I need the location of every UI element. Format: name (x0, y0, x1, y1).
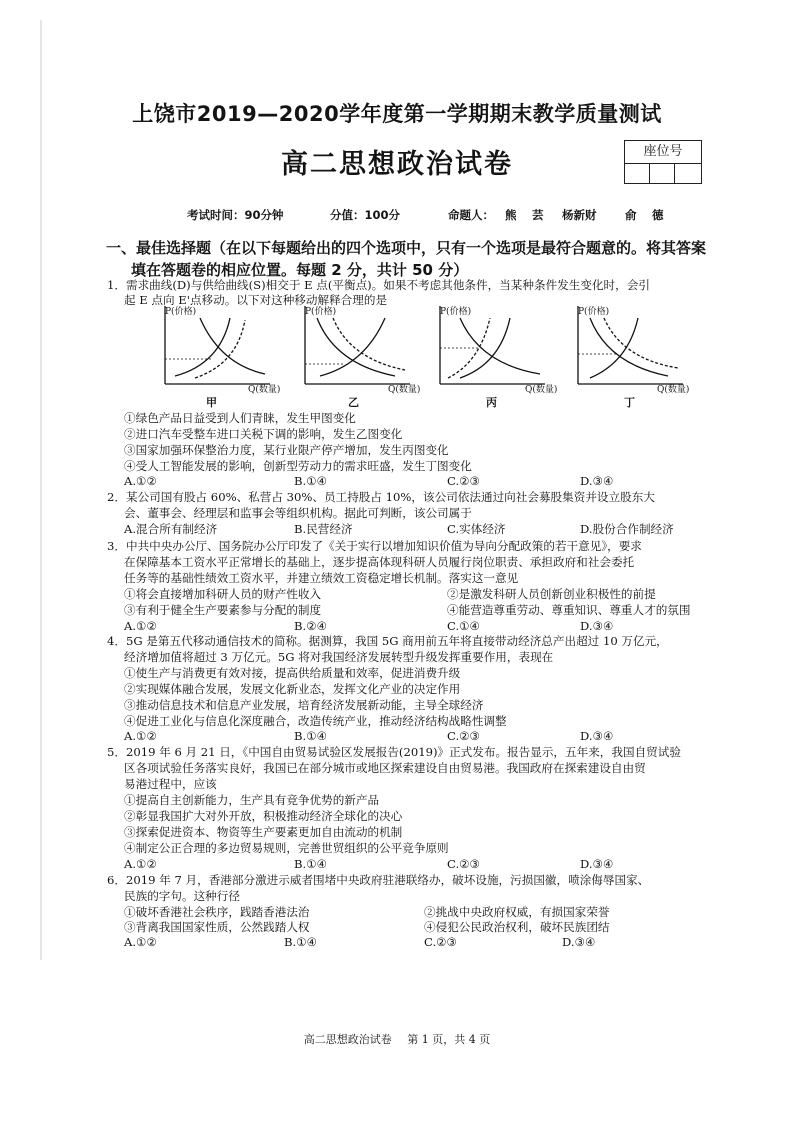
author-name: 德 (652, 208, 664, 222)
answer-choice: A.混合所有制经济 (124, 522, 218, 536)
question-stem: 1．需求曲线(D)与供给曲线(S)相交于 E 点(平衡点)。如果不考虑其他条件，当某种条件发生变化时，会引 (107, 278, 650, 292)
chart-name: 丙 (486, 396, 497, 409)
chart-name: 甲 (206, 396, 217, 409)
question-option: ④侵犯公民政治权利，破坏民族团结 (424, 920, 610, 934)
question-option: ④促进工业化与信息化深度融合，改造传统产业，推动经济结构战略性调整 (124, 714, 507, 728)
question-stem: 在保障基本工资水平正常增长的基础上，逐步提高体现科研人员履行岗位职责、承担政府和社会委托 (124, 555, 635, 569)
answer-choice: D.③④ (580, 729, 614, 743)
charts-svg (150, 304, 710, 404)
chart-ylabel: P(价格) (305, 307, 337, 317)
chart-yi (305, 306, 410, 384)
supply-curve (590, 318, 638, 378)
question-option: ①破坏香港社会秩序，践踏香港法治 (124, 905, 310, 919)
question-stem: 4．5G 是第五代移动通信技术的简称。据测算，我国 5G 商用前五年将直接带动经济总产出超过 10 万亿元， (107, 634, 668, 648)
answer-choice: C.②③ (447, 474, 480, 488)
author-label: 命题人： (448, 208, 494, 222)
question-option: ③背离我国国家性质，公然践踏人权 (124, 920, 310, 934)
chart-ylabel: P(价格) (578, 307, 610, 317)
supply-curve (320, 318, 385, 376)
demand-curve (590, 318, 668, 376)
answer-choice: D.③④ (580, 474, 614, 488)
author-name: 芸 (532, 208, 544, 222)
question-option: ④受人工智能发展的影响，创新型劳动力的需求旺盛，发生丁图变化 (124, 459, 472, 473)
answer-choice: D.③④ (580, 857, 614, 871)
page-footer (0, 1031, 794, 1047)
answer-choice: B.民营经济 (294, 522, 353, 536)
exam-title: 上饶市2019—2020学年度第一学期期末教学质量测试 (132, 102, 662, 126)
question-stem: 2．某公司国有股占 60%、私营占 30%、员工持股占 10%，该公司依法通过向社会募股集资并设立股东大 (107, 490, 655, 504)
question-option: ①提高自主创新能力，生产具有竞争优势的新产品 (124, 793, 380, 807)
supply-curve (175, 318, 230, 376)
answer-choice: A.①② (124, 474, 157, 488)
seat-cell (625, 164, 650, 183)
question-stem: 区各项试验任务落实良好，我国已在部分城市或地区探索建设自由贸易港。我国政府在探索建设自由贸 (124, 761, 646, 775)
question-option: ①绿色产品日益受到人们青睐，发生甲图变化 (124, 411, 356, 425)
answer-choice: D.股份合作制经济 (580, 522, 674, 536)
question-stem: 3．中共中央办公厅、国务院办公厅印发了《关于实行以增加知识价值为导向分配政策的若干意见》，要求 (107, 539, 642, 553)
question-option: ③推动信息技术和信息产业发展，培育经济发展新动能，主导全球经济 (124, 698, 484, 712)
question-stem: 会、董事会、经理层和监事会等组织机构。据此可判断，该公司属于 (124, 506, 472, 520)
question-stem: 民族的字句。这种行径 (124, 889, 240, 903)
question-option: ③国家加强环保整治力度，某行业限产停产增加，发生丙图变化 (124, 443, 449, 457)
chart-xlabel: Q(数量) (657, 385, 690, 395)
exam-time: 考试时间：90分钟 (187, 208, 284, 222)
answer-choice: B.①④ (294, 857, 327, 871)
question-option: ④制定公正合理的多边贸易规则，完善世贸组织的公平竞争原则 (124, 841, 449, 855)
question-stem: 任务等的基础性绩效工资水平，并建立绩效工资稳定增长机制。落实这一意见 (124, 571, 519, 585)
question-option: ①将会直接增加科研人员的财产性收入 (124, 587, 322, 601)
supply-demand-charts (150, 304, 710, 408)
seat-cell (650, 164, 675, 183)
answer-choice: A.①② (124, 857, 157, 871)
shifted-curve (604, 318, 678, 368)
section-heading: 一、最佳选择题（在以下每题给出的四个选项中，只有一个选项是最符合题意的。将其答案 (106, 239, 707, 257)
answer-choice: B.②④ (294, 619, 327, 633)
section-heading-cont: 填在答题卷的相应位置。每题 2 分，共计 50 分） (131, 261, 469, 279)
question-stem: 易港过程中，应该 (124, 777, 217, 791)
author-name: 俞 (625, 208, 637, 222)
question-stem: 起 E 点向 E'点移动。以下对这种移动解释合理的是 (124, 293, 388, 307)
supply-curve (460, 318, 510, 378)
chart-ylabel: P(价格) (165, 307, 197, 317)
chart-name: 丁 (624, 396, 635, 409)
answer-choice: C.②③ (424, 935, 457, 949)
chart-jia (165, 306, 270, 384)
question-option: ②挑战中央政府权威，有损国家荣誉 (424, 905, 610, 919)
chart-ylabel: P(价格) (440, 307, 472, 317)
question-option: ③有利于健全生产要素参与分配的制度 (124, 603, 322, 617)
answer-choice: A.①② (124, 935, 157, 949)
seat-number-label: 座位号 (625, 141, 701, 164)
demand-curve (200, 318, 265, 374)
answer-choice: D.③④ (562, 935, 596, 949)
answer-choice: A.①② (124, 619, 157, 633)
exam-subtitle: 高二思想政治试卷 (281, 149, 513, 180)
chart-xlabel: Q(数量) (525, 385, 558, 395)
question-option: ②进口汽车受整车进口关税下调的影响，发生乙图变化 (124, 427, 403, 441)
answer-choice: C.实体经济 (447, 522, 506, 536)
question-option: ②是激发科研人员创新创业积极性的前提 (447, 587, 656, 601)
question-option: ①使生产与消费更有效对接，提高供给质量和效率，促进消费升级 (124, 666, 461, 680)
question-option: ②彰显我国扩大对外开放，积极推动经济全球化的决心 (124, 809, 403, 823)
question-stem: 5．2019 年 6 月 21 日，《中国自由贸易试验区发展报告(2019)》正式发布。报告显示，五年来，我国自贸试验 (107, 745, 681, 759)
question-stem: 经济增加值将超过 3 万亿元。5G 将对我国经济发展转型升级发挥重要作用，表现在 (124, 650, 554, 664)
demand-curve (317, 318, 395, 376)
author-name: 杨新财 (562, 208, 597, 222)
chart-ding (578, 306, 683, 384)
answer-choice: A.①② (124, 729, 157, 743)
answer-choice: B.①④ (284, 935, 317, 949)
answer-choice: C.②③ (447, 729, 480, 743)
chart-xlabel: Q(数量) (388, 385, 421, 395)
answer-choice: B.①④ (294, 474, 327, 488)
footer-page-number: 第 1 页，共 4 页 (407, 1033, 491, 1046)
answer-choice: C.②③ (447, 857, 480, 871)
answer-choice: B.①④ (294, 729, 327, 743)
question-option: ③探索促进资本、物资等生产要素更加自由流动的机制 (124, 825, 403, 839)
seat-number-box (624, 140, 702, 184)
chart-xlabel: Q(数量) (248, 385, 281, 395)
answer-choice: D.③④ (580, 619, 614, 633)
exam-meta (0, 207, 794, 223)
exam-score: 分值：100分 (330, 208, 401, 222)
author-name: 熊 (505, 208, 517, 222)
question-stem: 6．2019 年 7 月，香港部分激进示威者围堵中央政府驻港联络办，破坏设施，污损国徽，喷涂侮辱国家、 (107, 873, 650, 887)
chart-name: 乙 (348, 396, 359, 409)
question-option: ④能营造尊重劳动、尊重知识、尊重人才的氛围 (447, 603, 691, 617)
answer-choice: C.①④ (447, 619, 480, 633)
chart-bing (440, 306, 545, 384)
question-option: ②实现媒体融合发展，发展文化新业态，发挥文化产业的决定作用 (124, 682, 461, 696)
footer-exam-name: 高二思想政治试卷 (303, 1033, 392, 1046)
